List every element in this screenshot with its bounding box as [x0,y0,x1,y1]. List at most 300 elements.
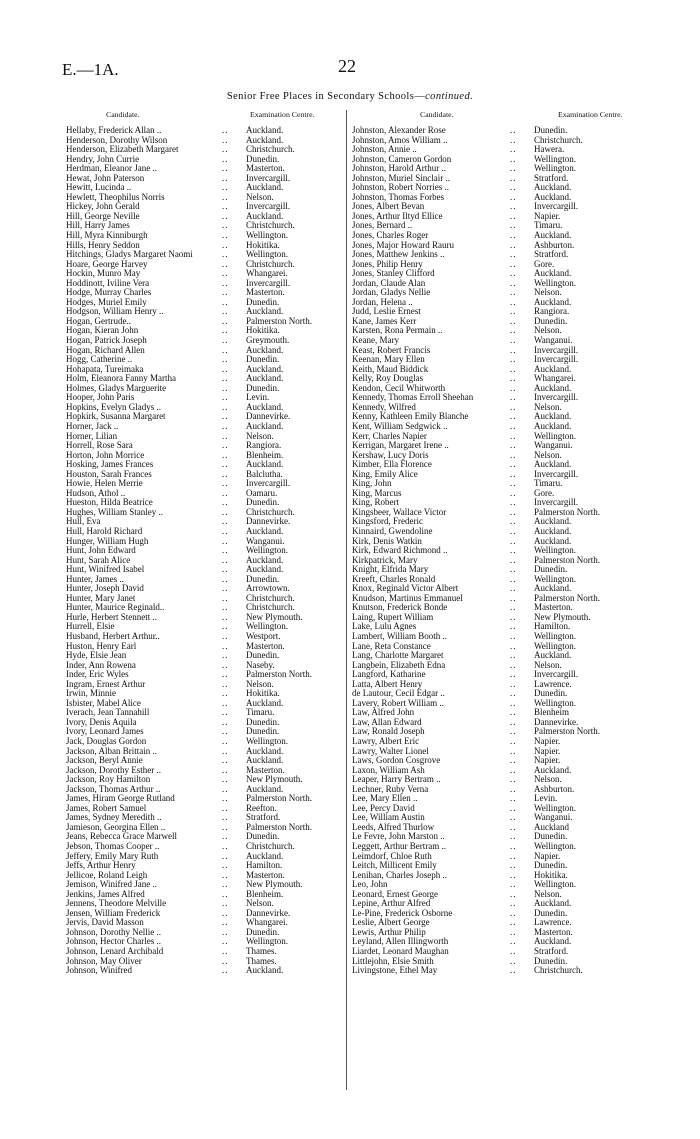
dot-leader: .. [222,258,229,269]
examination-centre: Invercargill. [534,201,579,212]
candidate-name: Jones, Matthew Jenkins .. [352,249,445,260]
examination-centre: Wellington. [534,163,577,174]
candidate-name: Ivory, Leonard James [66,726,144,737]
candidate-name: Johnston, Muriel Sinclair .. [352,172,450,183]
dot-leader: .. [510,163,517,174]
dot-leader: .. [222,573,229,584]
candidate-name: Hurle, Herbert Stennett .. [66,611,157,622]
dot-leader: .. [510,736,517,746]
candidate-name: Johnston, Thomas Forbes [352,191,445,202]
candidate-name: Hunt, Sarah Alice [66,554,131,565]
examination-centre: Dunedin. [246,650,280,661]
candidate-name: Laws, Gordon Cosgrove [352,755,441,766]
candidate-name: Jennens, Theodore Melville [66,898,167,909]
document-reference: E.—1A. [62,60,119,79]
candidate-name: Johnson, May Oliver [66,955,142,966]
candidate-name: Kennedy, Thomas Erroll Sheehan [352,392,474,403]
candidate-name: Herdman, Eleanor Jane .. [66,163,157,174]
examination-centre: Levin. [246,392,270,403]
examination-centre: Christchurch. [246,602,295,613]
candidate-name: Hoare, George Harvey [66,258,148,269]
candidate-name: Isbister, Mabel Alice [66,697,141,708]
examination-centre: Nelson. [534,449,562,460]
candidate-name: Kennedy, Wilfred [352,401,416,412]
dot-leader: .. [222,191,229,202]
dot-leader: .. [222,315,229,326]
examination-centre: Auckland. [534,535,572,546]
examination-centre: Whangarei. [534,373,576,384]
examination-centre: Dannevirke. [534,716,579,727]
dot-leader: .. [510,363,517,374]
examination-centre: Auckland. [534,650,572,661]
examination-centre: Auckland. [246,182,284,193]
dot-leader: .. [510,611,517,622]
dot-leader: .. [222,793,229,804]
examination-centre: Wanganui. [534,335,573,346]
candidate-name: Leslie, Albert George [352,917,430,928]
examination-centre: Hokitika. [246,688,280,699]
candidate-name: Knutson, Frederick Bonde [352,602,448,613]
entry-row [66,508,342,518]
dot-leader: .. [222,602,229,613]
candidate-name: Jones, Charles Roger [352,230,429,241]
candidate-name: Hosking, James Frances [66,459,154,470]
dot-leader: .. [222,774,229,785]
candidate-name: James, Sydney Meredith .. [66,812,162,823]
dot-leader: .. [222,172,229,183]
candidate-name: Hoddinott, Iviline Vera [66,277,150,288]
examination-centre: Wellington. [534,879,577,890]
candidate-name: Hill, George Neville [66,210,140,221]
candidate-name: King, Emily Alice [352,468,418,479]
candidate-name: Jones, Arthur Iltyd Ellice [352,210,443,221]
candidate-name: Hendry, John Currie [66,153,140,164]
candidate-name: Karsten, Rona Permain .. [352,325,443,336]
examination-centre: Auckland. [246,697,284,708]
examination-centre: Westport. [246,630,281,641]
dot-leader: .. [510,201,517,212]
examination-centre: Arrowtown. [246,583,290,594]
examination-centre: Invercargill. [534,392,579,403]
candidate-name: Keith, Maud Biddick [352,363,429,374]
examination-centre: Stratford. [534,172,569,183]
candidate-name: Leo, John [352,879,388,890]
examination-centre: Napier. [534,736,561,746]
dot-leader: .. [222,430,229,441]
examination-centre: Whangarei. [246,917,288,928]
candidate-name: Lechner, Ruby Verna [352,783,429,794]
examination-centre: Christchurch. [246,592,295,603]
examination-centre: Invercargill. [534,354,579,365]
dot-leader: .. [510,821,517,832]
dot-leader: .. [222,230,229,241]
examination-centre: Wellington. [534,430,577,441]
dot-leader: .. [510,955,517,966]
dot-leader: .. [510,726,517,737]
dot-leader: .. [222,697,229,708]
candidate-name: Livingstone, Ethel May [352,965,438,976]
dot-leader: .. [510,440,517,451]
dot-leader: .. [222,850,229,861]
examination-centre: Greymouth. [246,335,290,346]
dot-leader: .. [222,354,229,365]
centre-header: Examination Centre. [250,110,315,119]
examination-centre: Balclutha. [246,468,283,479]
candidate-name: Johnston, Harold Arthur .. [352,163,446,174]
examination-centre: Auckland. [246,755,284,766]
examination-centre: Wellington. [534,697,577,708]
candidate-name: Jordan, Claude Alan [352,277,426,288]
candidate-name: Leeds, Alfred Thurlow [352,821,435,832]
candidate-name: Hewat, John Paterson [66,172,145,183]
dot-leader: .. [222,821,229,832]
examination-centre: Invercargill. [246,277,291,288]
examination-centre: Auckland. [534,420,572,431]
examination-centre: Nelson. [534,888,562,899]
candidate-name: Jackson, Beryl Annie [66,755,143,766]
examination-centre: Christchurch. [246,506,295,517]
dot-leader: .. [510,258,517,269]
examination-centre: Masterton. [246,640,285,651]
dot-leader: .. [222,764,229,775]
dot-leader: .. [510,430,517,441]
dot-leader: .. [222,497,229,508]
examination-centre: Ashburton. [534,239,575,250]
dot-leader: .. [510,793,517,804]
dot-leader: .. [222,898,229,909]
dot-leader: .. [510,926,517,937]
dot-leader: .. [222,812,229,823]
examination-centre: Dunedin. [246,382,280,393]
dot-leader: .. [510,325,517,336]
dot-leader: .. [510,516,517,527]
candidate-name: Jeans, Rebecca Grace Marwell [66,831,177,842]
dot-leader: .. [510,564,517,575]
candidate-name: Inder, Eric Wyles [66,669,129,680]
dot-leader: .. [222,201,229,212]
dot-leader: .. [510,650,517,661]
candidate-name: Jackson, Alban Brittain .. [66,745,157,756]
dot-leader: .. [222,917,229,928]
examination-centre: Christchurch. [246,144,295,155]
examination-centre: Thames. [246,946,277,957]
candidate-name: Jack, Douglas Gordon [66,736,147,746]
dot-leader: .. [222,716,229,727]
dot-leader: .. [222,210,229,221]
dot-leader: .. [510,354,517,365]
candidate-name: Hooper, John Paris [66,392,135,403]
dot-leader: .. [222,802,229,813]
right-entry-list [352,126,652,976]
candidate-name: Keast, Robert Francis [352,344,431,355]
dot-leader: .. [222,726,229,737]
entry-row [352,871,652,881]
examination-centre: Auckland. [534,230,572,241]
dot-leader: .. [222,296,229,307]
candidate-name: Jensen, William Frederick [66,907,161,918]
examination-centre: Wellington. [534,153,577,164]
candidate-name: Johnson, Winifred [66,965,132,976]
examination-centre: Auckland [534,821,569,832]
dot-leader: .. [222,936,229,947]
dot-leader: .. [510,344,517,355]
dot-leader: .. [510,220,517,231]
dot-leader: .. [222,564,229,575]
examination-centre: Palmerston North. [534,726,600,737]
candidate-name: Laxon, William Ash [352,764,425,775]
examination-centre: Masterton. [534,926,573,937]
candidate-name: Hunter, James .. [66,573,124,584]
dot-leader: .. [222,144,229,155]
candidate-name: Johnston, Cameron Gordon [352,153,452,164]
dot-leader: .. [222,449,229,460]
dot-leader: .. [510,134,517,145]
candidate-name: Iverach, Jean Tannahill [66,707,150,718]
examination-centre: Auckland. [534,583,572,594]
candidate-name: Hills, Henry Seddon [66,239,140,250]
candidate-name: Hitchings, Gladys Margaret Naomi [66,249,193,260]
dot-leader: .. [510,850,517,861]
candidate-name: Lee, Percy David [352,802,415,813]
examination-centre: Wanganui. [534,812,573,823]
candidate-name: Littlejohn, Elsie Smith [352,955,434,966]
candidate-name: James, Hiram George Rutland [66,793,175,804]
candidate-name: Hunter, Joseph David [66,583,144,594]
dot-leader: .. [510,468,517,479]
dot-leader: .. [222,592,229,603]
dot-leader: .. [222,869,229,880]
examination-centre: Ashburton. [534,783,575,794]
examination-centre: Reefton. [246,802,277,813]
candidate-name: Kent, William Sedgwick .. [352,420,448,431]
dot-leader: .. [510,191,517,202]
dot-leader: .. [222,363,229,374]
examination-centre: Timaru. [534,478,563,489]
dot-leader: .. [510,287,517,298]
examination-centre: Auckland. [246,306,284,317]
examination-centre: Auckland. [246,850,284,861]
candidate-name: Johnson, Hector Charles .. [66,936,161,947]
examination-centre: Auckland. [246,134,284,145]
examination-centre: Hokitika. [246,239,280,250]
candidate-name: Hockin, Munro May [66,268,141,279]
examination-centre: New Plymouth. [534,611,591,622]
dot-leader: .. [510,535,517,546]
examination-centre: Auckland. [534,898,572,909]
examination-centre: Auckland. [534,296,572,307]
candidate-name: Hodge, Murray Charles [66,287,152,298]
examination-centre: Stratford. [246,812,281,823]
dot-leader: .. [222,965,229,976]
dot-leader: .. [222,459,229,470]
dot-leader: .. [510,745,517,756]
candidate-name: Hewitt, Lucinda .. [66,182,132,193]
candidate-name: King, Marcus [352,487,402,498]
examination-centre: Dunedin. [246,573,280,584]
examination-centre: Auckland. [246,344,284,355]
candidate-name: Langford, Katharine [352,669,426,680]
examination-centre: Gore. [534,487,555,498]
examination-centre: Nelson. [246,191,274,202]
examination-centre: Stratford. [534,946,569,957]
dot-leader: .. [222,373,229,384]
candidate-name: Hudson, Athol .. [66,487,126,498]
dot-leader: .. [510,373,517,384]
candidate-name: Lane, Reta Constance [352,640,431,651]
candidate-name: Jones, Philip Henry [352,258,423,269]
candidate-name: Johnson, Lenard Archibald [66,946,164,957]
candidate-name: Lake, Lulu Agnes [352,621,417,632]
examination-centre: Blenheim [534,707,569,718]
dot-leader: .. [510,172,517,183]
dot-leader: .. [222,220,229,231]
candidate-header: Candidate. [420,110,454,119]
candidate-header: Candidate. [106,110,140,119]
examination-centre: Dannevirke. [246,907,291,918]
candidate-name: Knight, Elfrida Mary [352,564,429,575]
dot-leader: .. [510,898,517,909]
candidate-name: Hogg, Catherine .. [66,354,133,365]
examination-centre: Palmerston North. [534,506,600,517]
examination-centre: New Plymouth. [246,611,303,622]
candidate-name: King, Robert [352,497,399,508]
candidate-name: Hopkirk, Susanna Margaret [66,411,166,422]
candidate-name: Horton, John Morrice [66,449,145,460]
dot-leader: .. [222,545,229,556]
dot-leader: .. [222,411,229,422]
dot-leader: .. [510,401,517,412]
candidate-name: Lee, Mary Ellen .. [352,793,418,804]
dot-leader: .. [222,621,229,632]
dot-leader: .. [222,955,229,966]
candidate-name: Jenkins, James Alfred [66,888,145,899]
candidate-name: Kirk, Denis Watkin [352,535,422,546]
dot-leader: .. [510,640,517,651]
candidate-name: Jordan, Gladys Nellie [352,287,431,298]
examination-centre: Nelson. [534,401,562,412]
candidate-name: King, John [352,478,392,489]
examination-centre: Lawrence. [534,678,572,689]
dot-leader: .. [222,344,229,355]
candidate-name: Hickey, John Gerald [66,201,140,212]
dot-leader: .. [510,525,517,536]
dot-leader: .. [510,554,517,565]
examination-centre: Dunedin. [246,296,280,307]
dot-leader: .. [222,420,229,431]
dot-leader: .. [222,860,229,871]
dot-leader: .. [222,659,229,670]
dot-leader: .. [510,296,517,307]
dot-leader: .. [222,440,229,451]
examination-centre: Auckland. [534,936,572,947]
title-continued: continued. [425,91,474,102]
candidate-name: Lee, William Austin [352,812,425,823]
candidate-name: Hohapata, Tureimaka [66,363,144,374]
examination-centre: Napier. [534,745,561,756]
dot-leader: .. [222,516,229,527]
dot-leader: .. [510,669,517,680]
dot-leader: .. [222,392,229,403]
examination-centre: New Plymouth. [246,879,303,890]
candidate-name: Jeffs, Arthur Henry [66,860,136,871]
dot-leader: .. [510,545,517,556]
examination-centre: Palmerston North. [246,793,312,804]
dot-leader: .. [510,888,517,899]
candidate-name: Hill, Harry James [66,220,130,231]
examination-centre: Wellington. [246,545,289,556]
examination-centre: Dannevirke. [246,411,291,422]
dot-leader: .. [222,506,229,517]
examination-centre: Wellington. [246,230,289,241]
examination-centre: Napier. [534,850,561,861]
dot-leader: .. [510,583,517,594]
page-header [62,56,660,84]
examination-centre: Nelson. [246,430,274,441]
examination-centre: Wellington. [534,841,577,852]
dot-leader: .. [510,802,517,813]
candidate-name: Lang, Charlotte Margaret [352,650,444,661]
candidate-name: Lepine, Arthur Alfred [352,898,431,909]
candidate-name: Le Fevre, John Marston .. [352,831,445,842]
dot-leader: .. [510,506,517,517]
dot-leader: .. [510,755,517,766]
candidate-name: Leitch, Millicent Emily [352,860,437,871]
dot-leader: .. [510,411,517,422]
examination-centre: Auckland. [246,420,284,431]
dot-leader: .. [510,487,517,498]
dot-leader: .. [510,392,517,403]
examination-centre: Wellington. [534,630,577,641]
examination-centre: Wellington. [534,573,577,584]
candidate-name: Leimdorf, Chloe Ruth [352,850,432,861]
candidate-name: Leyland, Allen Illingworth [352,936,449,947]
dot-leader: .. [510,420,517,431]
dot-leader: .. [510,879,517,890]
examination-centre: Dunedin. [534,125,568,135]
candidate-name: Hopkins, Evelyn Gladys .. [66,401,161,412]
dot-leader: .. [222,879,229,890]
page-title [0,91,700,102]
candidate-name: Ivory, Denis Aquila [66,716,137,727]
examination-centre: Masterton. [246,869,285,880]
examination-centre: Stratford. [534,249,569,260]
candidate-name: Law, Alfred John [352,707,415,718]
examination-centre: Invercargill. [534,497,579,508]
candidate-name: Hodgson, William Henry .. [66,306,164,317]
examination-centre: Gore. [534,258,555,269]
candidate-name: Kane, James Kerr [352,315,417,326]
candidate-name: Jackson, Thomas Arthur .. [66,783,161,794]
examination-centre: Dannevirke. [246,516,291,527]
examination-centre: Napier. [534,755,561,766]
examination-centre: Hamilton. [246,860,283,871]
dot-leader: .. [222,707,229,718]
examination-centre: Dunedin. [534,315,568,326]
dot-leader: .. [510,946,517,957]
candidate-name: Kingsbeer, Wallace Victor [352,506,447,517]
dot-leader: .. [510,812,517,823]
examination-centre: Auckland. [534,382,572,393]
candidate-name: Kirkpatrick, Mary [352,554,418,565]
examination-centre: Auckland. [534,459,572,470]
examination-centre: Timaru. [534,220,563,231]
dot-leader: .. [222,783,229,794]
dot-leader: .. [222,888,229,899]
candidate-name: Henderson, Elizabeth Margaret [66,144,179,155]
dot-leader: .. [510,153,517,164]
dot-leader: .. [510,860,517,871]
candidate-name: Hogan, Kieran John [66,325,139,336]
